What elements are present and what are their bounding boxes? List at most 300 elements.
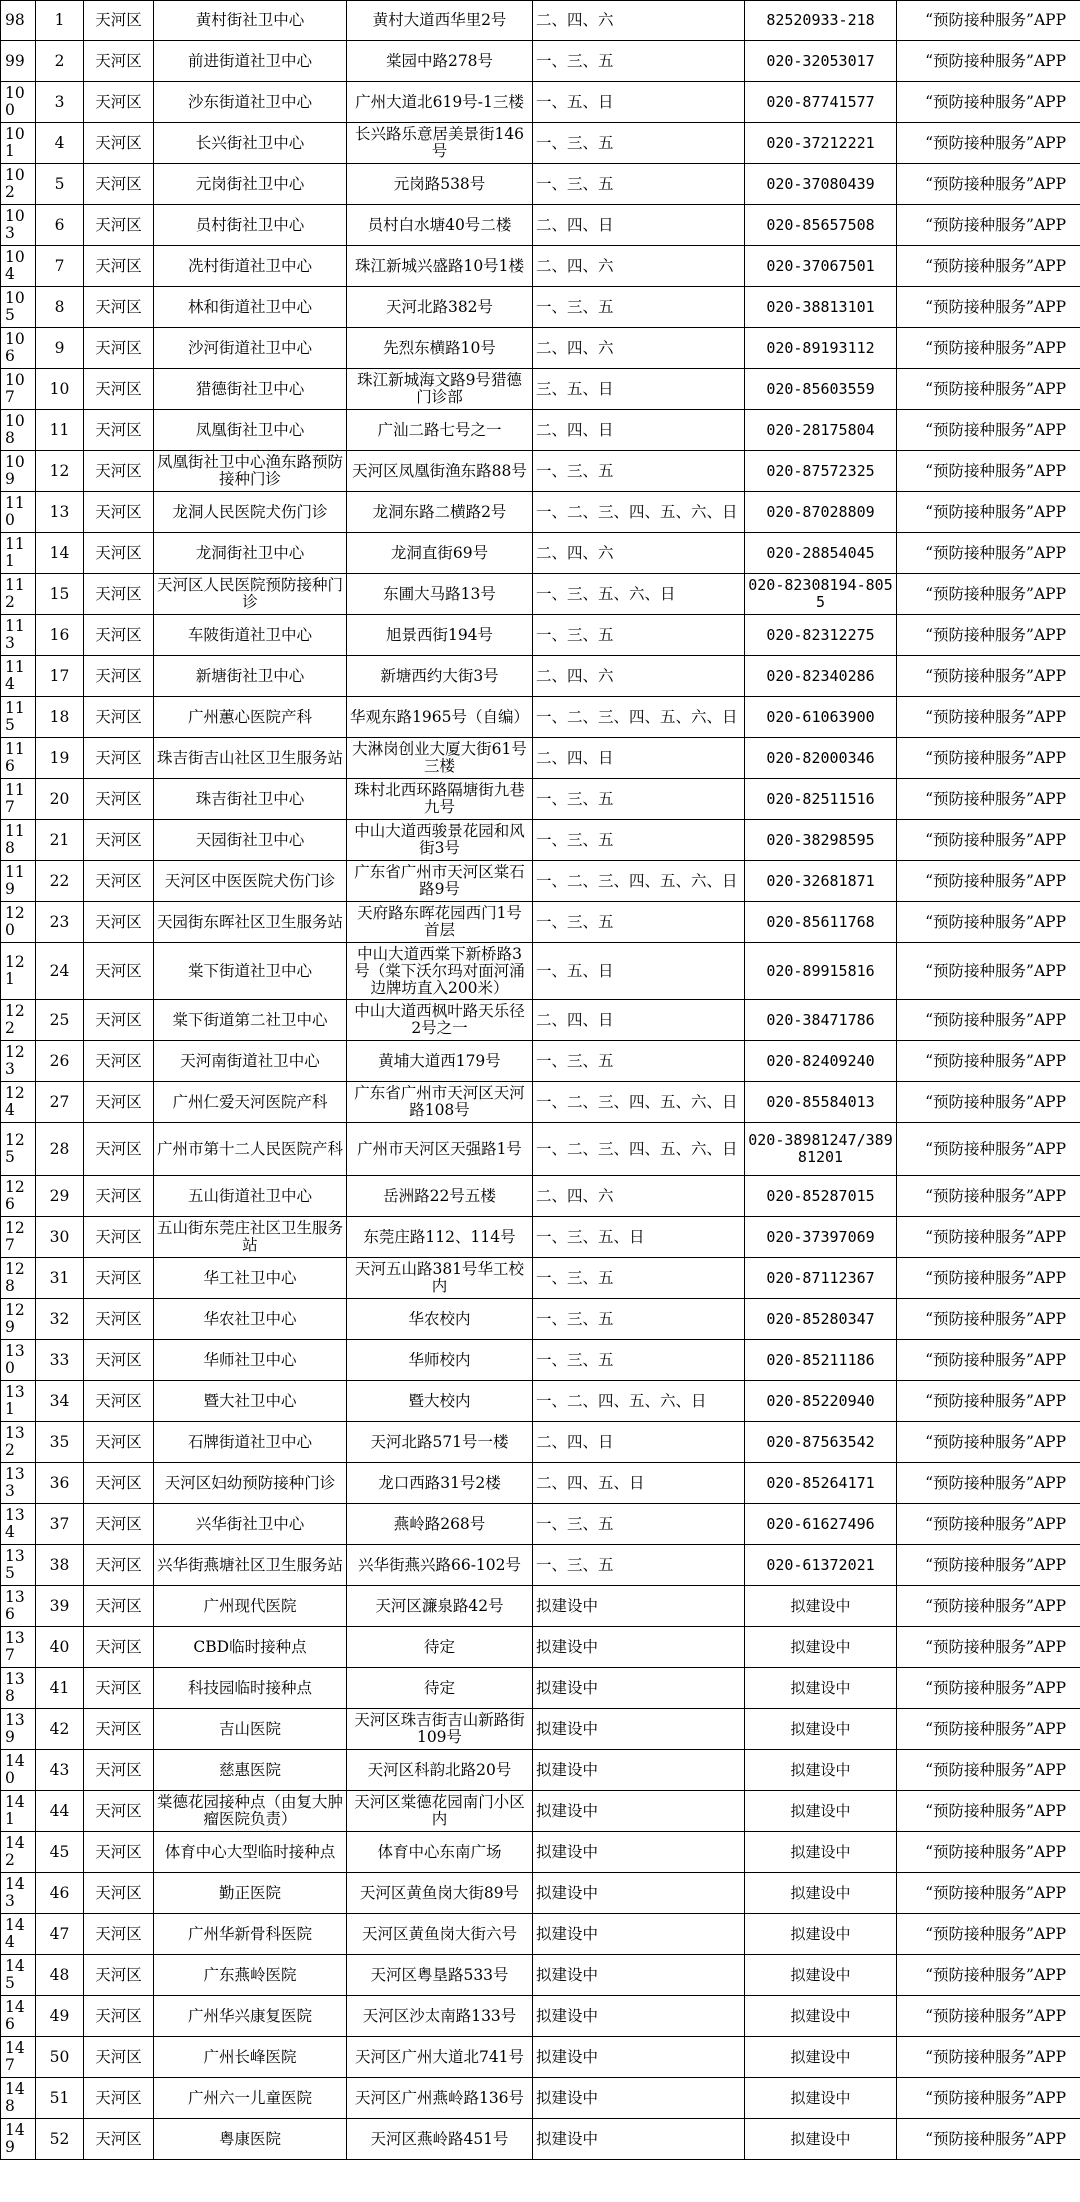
row-index-cell: 132 xyxy=(1,1422,36,1463)
row-index-cell: 140 xyxy=(1,1750,36,1791)
booking-channel-cell: “预防接种服务”APP xyxy=(897,1545,1080,1586)
seq-number-cell: 16 xyxy=(36,615,84,656)
row-index-cell: 145 xyxy=(1,1955,36,1996)
seq-number-cell: 26 xyxy=(36,1041,84,1082)
phone-number-cell: 020-85611768 xyxy=(745,902,897,943)
phone-number-cell: 拟建设中 xyxy=(745,1996,897,2037)
table-row xyxy=(1,1914,1080,1955)
district-cell: 天河区 xyxy=(84,943,154,1000)
seq-number-cell: 2 xyxy=(36,41,84,82)
booking-channel-cell: “预防接种服务”APP xyxy=(897,2119,1080,2160)
booking-channel-cell: “预防接种服务”APP xyxy=(897,287,1080,328)
site-address-cell: 天河区棠德花园南门小区内 xyxy=(347,1791,533,1832)
site-name-cell: 广州长峰医院 xyxy=(154,2037,347,2078)
table-row xyxy=(1,1041,1080,1082)
site-address-cell: 燕岭路268号 xyxy=(347,1504,533,1545)
site-name-cell: 暨大社卫中心 xyxy=(154,1381,347,1422)
phone-number-cell: 020-37212221 xyxy=(745,123,897,164)
site-name-cell: 五山街道社卫中心 xyxy=(154,1176,347,1217)
table-row xyxy=(1,1176,1080,1217)
table-row xyxy=(1,697,1080,738)
row-index-cell: 131 xyxy=(1,1381,36,1422)
row-index-cell: 136 xyxy=(1,1586,36,1627)
service-days-cell: 拟建设中 xyxy=(533,1668,745,1709)
phone-number-cell: 020-87741577 xyxy=(745,82,897,123)
service-days-cell: 一、二、三、四、五、六、日 xyxy=(533,697,745,738)
service-days-cell: 二、四、日 xyxy=(533,1422,745,1463)
service-days-cell: 拟建设中 xyxy=(533,1873,745,1914)
site-name-cell: 新塘街社卫中心 xyxy=(154,656,347,697)
phone-number-cell: 020-32053017 xyxy=(745,41,897,82)
service-days-cell: 一、二、三、四、五、六、日 xyxy=(533,492,745,533)
table-row xyxy=(1,1340,1080,1381)
row-index-cell: 139 xyxy=(1,1709,36,1750)
row-index-cell: 135 xyxy=(1,1545,36,1586)
row-index-cell: 106 xyxy=(1,328,36,369)
booking-channel-cell: “预防接种服务”APP xyxy=(897,1000,1080,1041)
site-name-cell: 棠下街道第二社卫中心 xyxy=(154,1000,347,1041)
table-row xyxy=(1,246,1080,287)
site-address-cell: 广州市天河区天强路1号 xyxy=(347,1123,533,1176)
service-days-cell: 一、三、五、日 xyxy=(533,1217,745,1258)
row-index-cell: 144 xyxy=(1,1914,36,1955)
phone-number-cell: 拟建设中 xyxy=(745,2119,897,2160)
row-index-cell: 118 xyxy=(1,820,36,861)
site-name-cell: 珠吉街社卫中心 xyxy=(154,779,347,820)
site-address-cell: 待定 xyxy=(347,1668,533,1709)
seq-number-cell: 10 xyxy=(36,369,84,410)
seq-number-cell: 48 xyxy=(36,1955,84,1996)
row-index-cell: 142 xyxy=(1,1832,36,1873)
row-index-cell: 99 xyxy=(1,41,36,82)
district-cell: 天河区 xyxy=(84,1176,154,1217)
booking-channel-cell: “预防接种服务”APP xyxy=(897,1873,1080,1914)
site-address-cell: 兴华街燕兴路66-102号 xyxy=(347,1545,533,1586)
site-address-cell: 珠江新城海文路9号猎德门诊部 xyxy=(347,369,533,410)
district-cell: 天河区 xyxy=(84,1258,154,1299)
site-name-cell: 员村街社卫中心 xyxy=(154,205,347,246)
district-cell: 天河区 xyxy=(84,1082,154,1123)
district-cell: 天河区 xyxy=(84,1463,154,1504)
row-index-cell: 101 xyxy=(1,123,36,164)
site-name-cell: 龙洞人民医院犬伤门诊 xyxy=(154,492,347,533)
district-cell: 天河区 xyxy=(84,779,154,820)
seq-number-cell: 30 xyxy=(36,1217,84,1258)
booking-channel-cell: “预防接种服务”APP xyxy=(897,1422,1080,1463)
phone-number-cell: 020-85584013 xyxy=(745,1082,897,1123)
phone-number-cell: 020-89193112 xyxy=(745,328,897,369)
site-address-cell: 广州大道北619号-1三楼 xyxy=(347,82,533,123)
booking-channel-cell: “预防接种服务”APP xyxy=(897,861,1080,902)
booking-channel-cell: “预防接种服务”APP xyxy=(897,369,1080,410)
phone-number-cell: 020-87112367 xyxy=(745,1258,897,1299)
seq-number-cell: 44 xyxy=(36,1791,84,1832)
seq-number-cell: 9 xyxy=(36,328,84,369)
table-row xyxy=(1,820,1080,861)
site-address-cell: 广东省广州市天河区棠石路9号 xyxy=(347,861,533,902)
table-row xyxy=(1,615,1080,656)
row-index-cell: 114 xyxy=(1,656,36,697)
phone-number-cell: 020-87563542 xyxy=(745,1422,897,1463)
table-row xyxy=(1,1000,1080,1041)
phone-number-cell: 020-37080439 xyxy=(745,164,897,205)
table-row xyxy=(1,861,1080,902)
table-row xyxy=(1,1299,1080,1340)
site-address-cell: 龙口西路31号2楼 xyxy=(347,1463,533,1504)
district-cell: 天河区 xyxy=(84,82,154,123)
site-name-cell: 广州华兴康复医院 xyxy=(154,1996,347,2037)
row-index-cell: 129 xyxy=(1,1299,36,1340)
site-address-cell: 先烈东横路10号 xyxy=(347,328,533,369)
row-index-cell: 127 xyxy=(1,1217,36,1258)
phone-number-cell: 020-38813101 xyxy=(745,287,897,328)
site-name-cell: 广州蕙心医院产科 xyxy=(154,697,347,738)
booking-channel-cell: “预防接种服务”APP xyxy=(897,1381,1080,1422)
district-cell: 天河区 xyxy=(84,164,154,205)
table-row xyxy=(1,902,1080,943)
phone-number-cell: 020-89915816 xyxy=(745,943,897,1000)
district-cell: 天河区 xyxy=(84,2037,154,2078)
row-index-cell: 122 xyxy=(1,1000,36,1041)
district-cell: 天河区 xyxy=(84,1832,154,1873)
site-address-cell: 天府路东晖花园西门1号首层 xyxy=(347,902,533,943)
table-row xyxy=(1,1381,1080,1422)
table-row xyxy=(1,574,1080,615)
district-cell: 天河区 xyxy=(84,1996,154,2037)
table-row xyxy=(1,1627,1080,1668)
site-address-cell: 天河区珠吉街吉山新路街109号 xyxy=(347,1709,533,1750)
table-row xyxy=(1,410,1080,451)
phone-number-cell: 拟建设中 xyxy=(745,2078,897,2119)
site-address-cell: 天河区凤凰街渔东路88号 xyxy=(347,451,533,492)
seq-number-cell: 20 xyxy=(36,779,84,820)
site-address-cell: 新塘西约大街3号 xyxy=(347,656,533,697)
seq-number-cell: 1 xyxy=(36,1,84,41)
table-row xyxy=(1,1586,1080,1627)
site-name-cell: 天河区人民医院预防接种门诊 xyxy=(154,574,347,615)
service-days-cell: 二、四、日 xyxy=(533,205,745,246)
booking-channel-cell: “预防接种服务”APP xyxy=(897,656,1080,697)
seq-number-cell: 32 xyxy=(36,1299,84,1340)
district-cell: 天河区 xyxy=(84,1504,154,1545)
district-cell: 天河区 xyxy=(84,123,154,164)
district-cell: 天河区 xyxy=(84,41,154,82)
service-days-cell: 一、三、五 xyxy=(533,1545,745,1586)
service-days-cell: 拟建设中 xyxy=(533,1791,745,1832)
booking-channel-cell: “预防接种服务”APP xyxy=(897,574,1080,615)
booking-channel-cell: “预防接种服务”APP xyxy=(897,1832,1080,1873)
district-cell: 天河区 xyxy=(84,1545,154,1586)
booking-channel-cell: “预防接种服务”APP xyxy=(897,2037,1080,2078)
table-row xyxy=(1,1463,1080,1504)
site-name-cell: 体育中心大型临时接种点 xyxy=(154,1832,347,1873)
seq-number-cell: 5 xyxy=(36,164,84,205)
table-row xyxy=(1,164,1080,205)
table-row xyxy=(1,1709,1080,1750)
phone-number-cell: 020-87572325 xyxy=(745,451,897,492)
row-index-cell: 111 xyxy=(1,533,36,574)
service-days-cell: 二、四、六 xyxy=(533,533,745,574)
row-index-cell: 149 xyxy=(1,2119,36,2160)
row-index-cell: 146 xyxy=(1,1996,36,2037)
seq-number-cell: 18 xyxy=(36,697,84,738)
booking-channel-cell: “预防接种服务”APP xyxy=(897,246,1080,287)
site-address-cell: 东圃大马路13号 xyxy=(347,574,533,615)
table-row xyxy=(1,1545,1080,1586)
site-address-cell: 元岗路538号 xyxy=(347,164,533,205)
table-row xyxy=(1,1832,1080,1873)
site-name-cell: 广东燕岭医院 xyxy=(154,1955,347,1996)
row-index-cell: 121 xyxy=(1,943,36,1000)
seq-number-cell: 13 xyxy=(36,492,84,533)
district-cell: 天河区 xyxy=(84,1217,154,1258)
site-name-cell: 华农社卫中心 xyxy=(154,1299,347,1340)
phone-number-cell: 020-61063900 xyxy=(745,697,897,738)
district-cell: 天河区 xyxy=(84,533,154,574)
phone-number-cell: 020-82000346 xyxy=(745,738,897,779)
seq-number-cell: 8 xyxy=(36,287,84,328)
district-cell: 天河区 xyxy=(84,1299,154,1340)
site-address-cell: 岳洲路22号五楼 xyxy=(347,1176,533,1217)
booking-channel-cell: “预防接种服务”APP xyxy=(897,1586,1080,1627)
seq-number-cell: 7 xyxy=(36,246,84,287)
seq-number-cell: 45 xyxy=(36,1832,84,1873)
row-index-cell: 100 xyxy=(1,82,36,123)
site-address-cell: 旭景西街194号 xyxy=(347,615,533,656)
seq-number-cell: 33 xyxy=(36,1340,84,1381)
phone-number-cell: 020-38981247/38981201 xyxy=(745,1123,897,1176)
table-row xyxy=(1,1668,1080,1709)
row-index-cell: 113 xyxy=(1,615,36,656)
row-index-cell: 103 xyxy=(1,205,36,246)
row-index-cell: 117 xyxy=(1,779,36,820)
district-cell: 天河区 xyxy=(84,902,154,943)
booking-channel-cell: “预防接种服务”APP xyxy=(897,451,1080,492)
booking-channel-cell: “预防接种服务”APP xyxy=(897,1123,1080,1176)
row-index-cell: 126 xyxy=(1,1176,36,1217)
service-days-cell: 一、二、三、四、五、六、日 xyxy=(533,1123,745,1176)
table-row xyxy=(1,2078,1080,2119)
service-days-cell: 一、二、三、四、五、六、日 xyxy=(533,1082,745,1123)
service-days-cell: 拟建设中 xyxy=(533,1996,745,2037)
site-address-cell: 天河区燕岭路451号 xyxy=(347,2119,533,2160)
booking-channel-cell: “预防接种服务”APP xyxy=(897,1627,1080,1668)
table-row xyxy=(1,656,1080,697)
phone-number-cell: 020-82409240 xyxy=(745,1041,897,1082)
site-address-cell: 华师校内 xyxy=(347,1340,533,1381)
site-address-cell: 天河五山路381号华工校内 xyxy=(347,1258,533,1299)
site-name-cell: 前进街道社卫中心 xyxy=(154,41,347,82)
district-cell: 天河区 xyxy=(84,697,154,738)
row-index-cell: 112 xyxy=(1,574,36,615)
site-name-cell: 兴华街燕塘社区卫生服务站 xyxy=(154,1545,347,1586)
seq-number-cell: 22 xyxy=(36,861,84,902)
phone-number-cell: 020-82511516 xyxy=(745,779,897,820)
phone-number-cell: 拟建设中 xyxy=(745,1668,897,1709)
phone-number-cell: 020-85211186 xyxy=(745,1340,897,1381)
district-cell: 天河区 xyxy=(84,1627,154,1668)
seq-number-cell: 43 xyxy=(36,1750,84,1791)
site-name-cell: 广州现代医院 xyxy=(154,1586,347,1627)
district-cell: 天河区 xyxy=(84,1955,154,1996)
site-address-cell: 中山大道西枫叶路天乐径2号之一 xyxy=(347,1000,533,1041)
row-index-cell: 128 xyxy=(1,1258,36,1299)
phone-number-cell: 020-82312275 xyxy=(745,615,897,656)
site-address-cell: 天河北路571号一楼 xyxy=(347,1422,533,1463)
site-name-cell: 棠德花园接种点（由复大肿瘤医院负责） xyxy=(154,1791,347,1832)
phone-number-cell: 拟建设中 xyxy=(745,1586,897,1627)
site-name-cell: 华工社卫中心 xyxy=(154,1258,347,1299)
site-address-cell: 中山大道西棠下新桥路3号（棠下沃尔玛对面河涌边牌坊直入200米） xyxy=(347,943,533,1000)
service-days-cell: 拟建设中 xyxy=(533,1955,745,1996)
booking-channel-cell: “预防接种服务”APP xyxy=(897,2078,1080,2119)
district-cell: 天河区 xyxy=(84,615,154,656)
phone-number-cell: 020-61372021 xyxy=(745,1545,897,1586)
booking-channel-cell: “预防接种服务”APP xyxy=(897,1914,1080,1955)
seq-number-cell: 19 xyxy=(36,738,84,779)
district-cell: 天河区 xyxy=(84,574,154,615)
service-days-cell: 一、三、五 xyxy=(533,287,745,328)
site-name-cell: 天河区妇幼预防接种门诊 xyxy=(154,1463,347,1504)
seq-number-cell: 29 xyxy=(36,1176,84,1217)
row-index-cell: 107 xyxy=(1,369,36,410)
seq-number-cell: 50 xyxy=(36,2037,84,2078)
seq-number-cell: 38 xyxy=(36,1545,84,1586)
site-name-cell: 车陂街道社卫中心 xyxy=(154,615,347,656)
service-days-cell: 拟建设中 xyxy=(533,1914,745,1955)
table-row xyxy=(1,451,1080,492)
table-row xyxy=(1,1504,1080,1545)
seq-number-cell: 40 xyxy=(36,1627,84,1668)
table-row xyxy=(1,2119,1080,2160)
seq-number-cell: 11 xyxy=(36,410,84,451)
district-cell: 天河区 xyxy=(84,1914,154,1955)
district-cell: 天河区 xyxy=(84,656,154,697)
district-cell: 天河区 xyxy=(84,1709,154,1750)
seq-number-cell: 25 xyxy=(36,1000,84,1041)
phone-number-cell: 拟建设中 xyxy=(745,1627,897,1668)
site-name-cell: 广州六一儿童医院 xyxy=(154,2078,347,2119)
booking-channel-cell: “预防接种服务”APP xyxy=(897,410,1080,451)
booking-channel-cell: “预防接种服务”APP xyxy=(897,205,1080,246)
table-row xyxy=(1,1217,1080,1258)
booking-channel-cell: “预防接种服务”APP xyxy=(897,738,1080,779)
district-cell: 天河区 xyxy=(84,205,154,246)
row-index-cell: 133 xyxy=(1,1463,36,1504)
seq-number-cell: 3 xyxy=(36,82,84,123)
district-cell: 天河区 xyxy=(84,246,154,287)
site-name-cell: 广州市第十二人民医院产科 xyxy=(154,1123,347,1176)
row-index-cell: 130 xyxy=(1,1340,36,1381)
row-index-cell: 148 xyxy=(1,2078,36,2119)
district-cell: 天河区 xyxy=(84,1340,154,1381)
site-address-cell: 黄村大道西华里2号 xyxy=(347,1,533,41)
phone-number-cell: 拟建设中 xyxy=(745,1791,897,1832)
site-name-cell: 凤凰街社卫中心 xyxy=(154,410,347,451)
site-name-cell: 石牌街道社卫中心 xyxy=(154,1422,347,1463)
seq-number-cell: 37 xyxy=(36,1504,84,1545)
service-days-cell: 一、三、五 xyxy=(533,902,745,943)
seq-number-cell: 42 xyxy=(36,1709,84,1750)
row-index-cell: 137 xyxy=(1,1627,36,1668)
phone-number-cell: 020-82308194-8055 xyxy=(745,574,897,615)
site-address-cell: 天河区科韵北路20号 xyxy=(347,1750,533,1791)
service-days-cell: 二、四、六 xyxy=(533,1176,745,1217)
service-days-cell: 一、五、日 xyxy=(533,82,745,123)
booking-channel-cell: “预防接种服务”APP xyxy=(897,1217,1080,1258)
booking-channel-cell: “预防接种服务”APP xyxy=(897,1176,1080,1217)
seq-number-cell: 47 xyxy=(36,1914,84,1955)
service-days-cell: 二、四、六 xyxy=(533,1,745,41)
booking-channel-cell: “预防接种服务”APP xyxy=(897,820,1080,861)
site-name-cell: 珠吉街吉山社区卫生服务站 xyxy=(154,738,347,779)
table-row xyxy=(1,41,1080,82)
seq-number-cell: 14 xyxy=(36,533,84,574)
phone-number-cell: 020-61627496 xyxy=(745,1504,897,1545)
service-days-cell: 拟建设中 xyxy=(533,1586,745,1627)
booking-channel-cell: “预防接种服务”APP xyxy=(897,1041,1080,1082)
district-cell: 天河区 xyxy=(84,1873,154,1914)
seq-number-cell: 17 xyxy=(36,656,84,697)
booking-channel-cell: “预防接种服务”APP xyxy=(897,123,1080,164)
service-days-cell: 拟建设中 xyxy=(533,2119,745,2160)
table-row xyxy=(1,1873,1080,1914)
site-address-cell: 中山大道西骏景花园和风街3号 xyxy=(347,820,533,861)
service-days-cell: 拟建设中 xyxy=(533,1832,745,1873)
table-row xyxy=(1,287,1080,328)
table-row xyxy=(1,1955,1080,1996)
row-index-cell: 123 xyxy=(1,1041,36,1082)
site-address-cell: 天河区广州大道北741号 xyxy=(347,2037,533,2078)
service-days-cell: 拟建设中 xyxy=(533,1709,745,1750)
district-cell: 天河区 xyxy=(84,820,154,861)
service-days-cell: 一、五、日 xyxy=(533,943,745,1000)
phone-number-cell: 82520933-218 xyxy=(745,1,897,41)
seq-number-cell: 36 xyxy=(36,1463,84,1504)
site-name-cell: 粤康医院 xyxy=(154,2119,347,2160)
service-days-cell: 二、四、六 xyxy=(533,656,745,697)
site-name-cell: 兴华街社卫中心 xyxy=(154,1504,347,1545)
service-days-cell: 二、四、日 xyxy=(533,410,745,451)
district-cell: 天河区 xyxy=(84,1668,154,1709)
service-days-cell: 一、三、五 xyxy=(533,820,745,861)
district-cell: 天河区 xyxy=(84,287,154,328)
booking-channel-cell: “预防接种服务”APP xyxy=(897,328,1080,369)
site-address-cell: 待定 xyxy=(347,1627,533,1668)
site-name-cell: 沙河街道社卫中心 xyxy=(154,328,347,369)
table-row xyxy=(1,1422,1080,1463)
seq-number-cell: 41 xyxy=(36,1668,84,1709)
site-name-cell: 吉山医院 xyxy=(154,1709,347,1750)
district-cell: 天河区 xyxy=(84,738,154,779)
row-index-cell: 115 xyxy=(1,697,36,738)
service-days-cell: 一、三、五 xyxy=(533,451,745,492)
row-index-cell: 125 xyxy=(1,1123,36,1176)
phone-number-cell: 020-87028809 xyxy=(745,492,897,533)
site-name-cell: 棠下街道社卫中心 xyxy=(154,943,347,1000)
site-address-cell: 暨大校内 xyxy=(347,1381,533,1422)
district-cell: 天河区 xyxy=(84,1123,154,1176)
booking-channel-cell: “预防接种服务”APP xyxy=(897,1258,1080,1299)
district-cell: 天河区 xyxy=(84,451,154,492)
service-days-cell: 二、四、日 xyxy=(533,738,745,779)
site-address-cell: 珠江新城兴盛路10号1楼 xyxy=(347,246,533,287)
phone-number-cell: 020-32681871 xyxy=(745,861,897,902)
booking-channel-cell: “预防接种服务”APP xyxy=(897,1340,1080,1381)
site-name-cell: 黄村街社卫中心 xyxy=(154,1,347,41)
booking-channel-cell: “预防接种服务”APP xyxy=(897,1791,1080,1832)
booking-channel-cell: “预防接种服务”APP xyxy=(897,1668,1080,1709)
